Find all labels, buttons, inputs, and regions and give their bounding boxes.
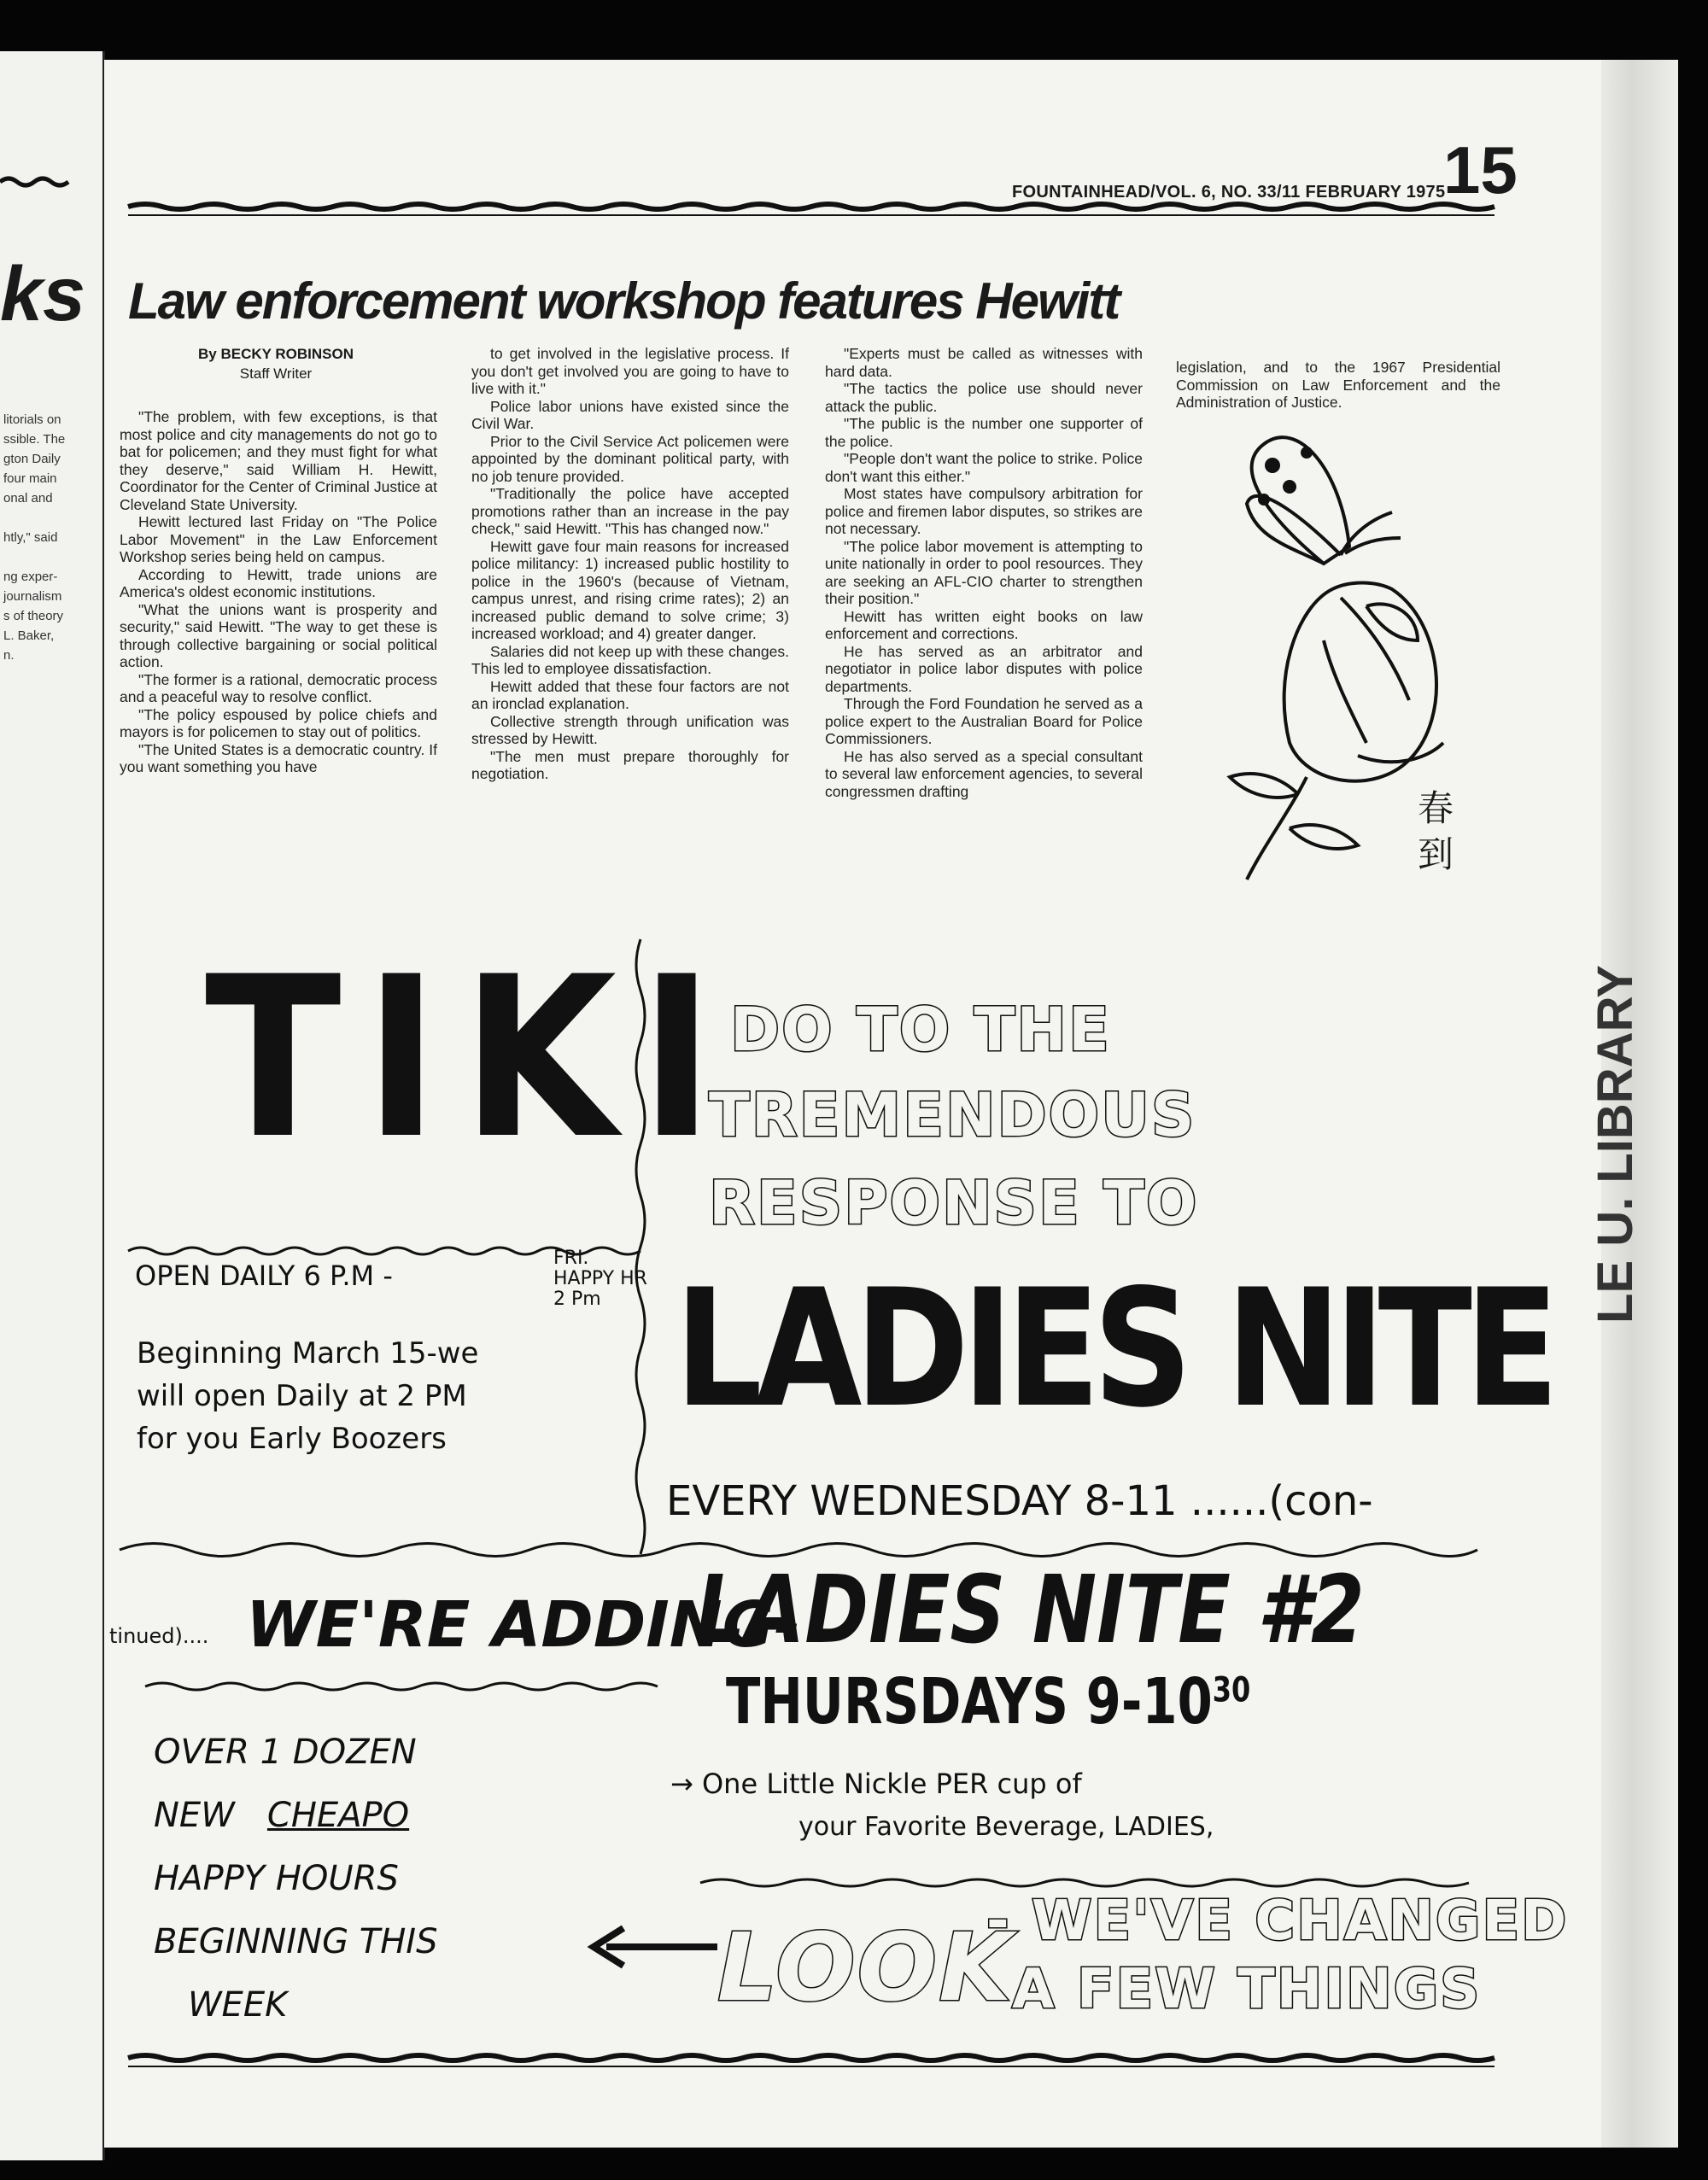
were-adding-text: WE'RE ADDING- bbox=[246, 1588, 801, 1662]
article-paragraph: According to Hewitt, trade unions are America's oldest economic institutions. bbox=[120, 565, 437, 600]
facing-page-fragment: ssible. The bbox=[3, 432, 66, 447]
facing-page-fragment: litorials on bbox=[3, 412, 61, 427]
article-paragraph: Hewitt added that these four factors are not an ironclad explanation. bbox=[471, 677, 789, 712]
happy-hr-line: FRI. bbox=[553, 1248, 589, 1269]
article-column-1 bbox=[120, 408, 437, 776]
ladies-nite-title: LADIES NITE bbox=[675, 1254, 1553, 1443]
dozen-line bbox=[154, 1784, 437, 1847]
favorite-beverage-text: your Favorite Beverage, LADIES, bbox=[798, 1812, 1214, 1842]
facing-page bbox=[0, 51, 105, 2160]
byline-role: Staff Writer bbox=[239, 365, 313, 382]
article-paragraph: "Traditionally the police have accepted promotions rather than an increase in the pay check," said Hewitt. "This has changed now." bbox=[471, 485, 789, 537]
article-paragraph: "The public is the number one supporter of the police. bbox=[825, 415, 1143, 450]
article-headline: Law enforcement workshop features Hewitt bbox=[128, 272, 1120, 330]
facing-page-fragment: htly," said bbox=[3, 530, 58, 545]
ladies-nite-2-title: LADIES NITE #2 bbox=[696, 1555, 1365, 1664]
dozen-line: WEEK bbox=[188, 1985, 288, 2025]
article-paragraph: "The police labor movement is attempting to unite nationally in order to pool resources. They are seeking an AFL-CIO charter to strengthen their position." bbox=[825, 537, 1143, 607]
tiki-logo: TIKI bbox=[205, 930, 738, 1188]
happy-hr-line: HAPPY HR bbox=[553, 1268, 647, 1289]
article-paragraph: to get involved in the legislative process. If you don't get involved you are going to have to live with it." bbox=[471, 345, 789, 397]
dozen-line: BEGINNING THIS bbox=[154, 1922, 438, 1961]
dozen-line: HAPPY HOURS bbox=[154, 1859, 399, 1898]
facing-page-heading: ks bbox=[0, 252, 86, 337]
article-paragraph: Hewitt lectured last Friday on "The Police Labor Movement" in the Law Enforcement Workshop series being held on campus. bbox=[120, 513, 437, 565]
ad-headline-line-1: DO TO THE bbox=[730, 995, 1111, 1065]
article-paragraph: "The problem, with few exceptions, is that most police and city managements do not go to bat for policemen; and they must fight for what they deserve," said William H. Hewitt, Coordinator for the Center of Criminal Justice at Cleveland State University. bbox=[120, 408, 437, 513]
nickle-offer: → One Little Nickle PER cup of bbox=[670, 1768, 1082, 1800]
article-paragraph: "Experts must be called as witnesses with hard data. bbox=[825, 345, 1143, 380]
ad-headline-line-2: TREMENDOUS bbox=[709, 1080, 1196, 1150]
happy-hr-line: 2 Pm bbox=[553, 1289, 601, 1310]
chinese-caption: 春到 bbox=[1418, 787, 1454, 875]
byline: By BECKY ROBINSON bbox=[198, 346, 354, 362]
article-paragraph: Through the Ford Foundation he served as a police expert to the Australian Board for Police Commissioners. bbox=[825, 695, 1143, 747]
article-column-3 bbox=[825, 345, 1143, 800]
continued-text: tinued).... bbox=[109, 1624, 209, 1648]
bottom-wavy-rule bbox=[128, 2049, 1503, 2075]
article-paragraph: "People don't want the police to strike. Police don't want this either." bbox=[825, 450, 1143, 485]
left-arrow-icon bbox=[589, 1921, 717, 1973]
masthead: FOUNTAINHEAD/VOL. 6, NO. 33/11 FEBRUARY 1975 bbox=[1012, 183, 1446, 202]
announcement-line: Beginning March 15-we bbox=[137, 1336, 479, 1371]
article-paragraph: "The United States is a democratic country. If you want something you have bbox=[120, 740, 437, 775]
article-paragraph: "The men must prepare thoroughly for negotiation. bbox=[471, 747, 789, 782]
facing-page-fragment: L. Baker, bbox=[3, 628, 55, 643]
article-paragraph: Police labor unions have existed since the Civil War. bbox=[471, 397, 789, 432]
thursdays-superscript: 30 bbox=[1212, 1670, 1251, 1710]
facing-page-fragment: ng exper- bbox=[3, 570, 58, 584]
article-column-4 bbox=[1176, 359, 1500, 412]
edge-stamp: LE U. LIBRARY bbox=[1588, 965, 1643, 1324]
article-paragraph: "The former is a rational, democratic process and a peaceful way to resolve conflict. bbox=[120, 670, 437, 705]
ad-headline-line-3: RESPONSE TO bbox=[709, 1168, 1199, 1238]
cheapo-word: CHEAPO bbox=[266, 1796, 410, 1835]
facing-page-fragment: journalism bbox=[3, 589, 62, 604]
changed-line: A FEW THINGS bbox=[1012, 1958, 1482, 2021]
thursdays-text bbox=[726, 1665, 1250, 1739]
happy-hour-note bbox=[553, 1248, 647, 1310]
every-wednesday-text: EVERY WEDNESDAY 8-11 ......(con- bbox=[666, 1477, 1373, 1525]
facing-page-fragment: n. bbox=[3, 648, 15, 663]
article-paragraph: He has served as an arbitrator and negotiator in police labor disputes with police departments. bbox=[825, 642, 1143, 695]
article-paragraph: legislation, and to the 1967 Presidential Commission on Law Enforcement and the Administration of Justice. bbox=[1176, 359, 1500, 411]
article-paragraph: Collective strength through unification was stressed by Hewitt. bbox=[471, 712, 789, 747]
thursdays-main: THURSDAYS 9-10 bbox=[726, 1665, 1213, 1739]
article-paragraph: Hewitt gave four main reasons for increased police militancy: 1) increased public hostility to police in the 1960's (because of Vietnam, campus unrest, and rising crime rates); 2) an increased public demand to solve crime; 3) increased workload; and 4) greater danger. bbox=[471, 537, 789, 642]
article-paragraph: Prior to the Civil Service Act policemen were appointed by the dominant political party, with no job tenure provided. bbox=[471, 432, 789, 485]
open-daily-text: OPEN DAILY 6 P.M - bbox=[135, 1259, 393, 1292]
ad-divider-left bbox=[145, 1678, 658, 1695]
dozen-new: NEW bbox=[154, 1796, 235, 1835]
article-paragraph: He has also served as a special consultant to several law enforcement agencies, to several congressmen drafting bbox=[825, 747, 1143, 800]
changed-line: - WE'VE CHANGED bbox=[986, 1890, 1569, 1953]
article-paragraph: Hewitt has written eight books on law enforcement and corrections. bbox=[825, 607, 1143, 642]
announcement-line: will open Daily at 2 PM bbox=[137, 1379, 467, 1413]
wavy-rule bbox=[0, 175, 68, 189]
facing-page-fragment: onal and bbox=[3, 491, 53, 506]
page-number: 15 bbox=[1443, 132, 1518, 207]
changed-text bbox=[986, 1887, 1568, 2024]
announcement-line: for you Early Boozers bbox=[137, 1422, 447, 1456]
facing-page-fragment: gton Daily bbox=[3, 452, 61, 466]
dozen-line: OVER 1 DOZEN bbox=[154, 1733, 417, 1772]
article-paragraph: "The policy espoused by police chiefs and mayors is for policemen to stay out of politics. bbox=[120, 705, 437, 740]
look-text: LOOK bbox=[717, 1913, 1014, 2022]
article-paragraph: Most states have compulsory arbitration for police and firemen labor disputes, so strikes are not necessary. bbox=[825, 485, 1143, 537]
article-paragraph: "What the unions want is prosperity and security," said Hewitt. "The way to get these is through collective bargaining or social political action. bbox=[120, 600, 437, 670]
article-paragraph: Salaries did not keep up with these changes. This led to employee dissatisfaction. bbox=[471, 642, 789, 677]
facing-page-fragment: s of theory bbox=[3, 609, 64, 623]
article-column-2 bbox=[471, 345, 789, 783]
opening-announcement bbox=[137, 1332, 478, 1460]
top-wavy-rule bbox=[128, 198, 1503, 224]
facing-page-fragment: four main bbox=[3, 471, 57, 486]
happy-hours-list bbox=[154, 1721, 437, 2037]
article-paragraph: "The tactics the police use should never attack the public. bbox=[825, 380, 1143, 415]
